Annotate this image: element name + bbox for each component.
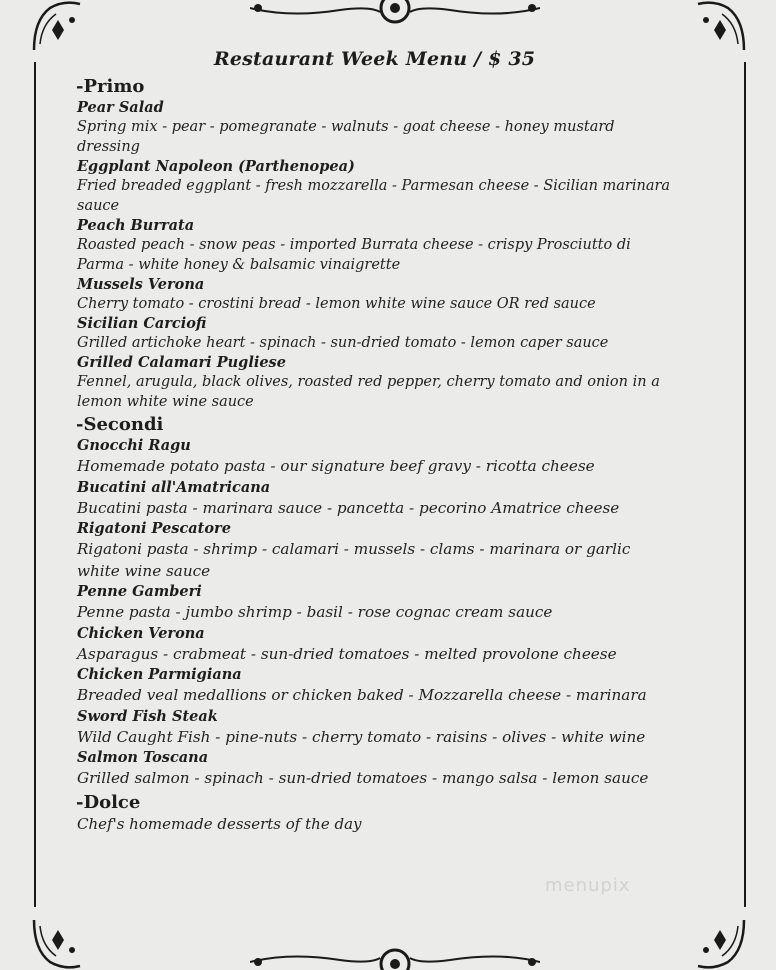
item-description: Wild Caught Fish - pine-nuts - cherry tomato - raisins - olives - white wine xyxy=(77,727,646,746)
right-border-line xyxy=(744,62,746,907)
item-name: Peach Burrata xyxy=(77,217,195,234)
item-name: Sword Fish Steak xyxy=(77,707,218,725)
corner-flourish-icon xyxy=(694,916,748,970)
menu-item xyxy=(77,478,677,520)
item-name: Mussels Verona xyxy=(77,276,205,293)
section-secondi xyxy=(77,414,677,790)
item-description: Bucatini pasta - marinara sauce - pancetta - pecorino Amatrice cheese xyxy=(77,498,620,517)
menu-item xyxy=(77,665,677,707)
item-name: Eggplant Napoleon (Parthenopea) xyxy=(77,158,355,175)
menu-item xyxy=(77,748,677,790)
item-description: Roasted peach - snow peas - imported Burrata cheese - crispy Prosciutto di Parma - white honey & balsamic vinaigrette xyxy=(77,237,631,273)
menu-item xyxy=(77,707,677,749)
menu-item xyxy=(77,353,677,412)
menu-item xyxy=(77,314,677,353)
menu-content xyxy=(77,48,677,834)
item-description: Spring mix - pear - pomegranate - walnuts - goat cheese - honey mustard dressing xyxy=(77,119,615,155)
menu-item xyxy=(77,157,677,216)
section-title: -Dolce xyxy=(76,791,141,813)
item-description: Chef's homemade desserts of the day xyxy=(77,814,362,833)
corner-flourish-icon xyxy=(30,0,84,54)
item-name: Rigatoni Pescatore xyxy=(77,520,231,537)
item-description: Cherry tomato - crostini bread - lemon white wine sauce OR red sauce xyxy=(77,296,596,312)
corner-flourish-icon xyxy=(694,0,748,54)
item-name: Salmon Toscana xyxy=(77,749,209,766)
section-title: -Primo xyxy=(76,76,145,97)
item-description: Grilled artichoke heart - spinach - sun-dried tomato - lemon caper sauce xyxy=(77,335,609,351)
menu-item xyxy=(77,98,677,157)
menu-item xyxy=(77,519,677,582)
menu-item xyxy=(77,624,677,666)
item-name: Grilled Calamari Pugliese xyxy=(77,354,286,371)
menu-item xyxy=(77,582,677,624)
item-description: Grilled salmon - spinach - sun-dried tomatoes - mango salsa - lemon sauce xyxy=(77,769,649,787)
item-description: Rigatoni pasta - shrimp - calamari - mussels - clams - marinara or garlic white wine sauce xyxy=(77,540,631,580)
watermark: menupix xyxy=(545,875,631,896)
menu-item xyxy=(77,436,677,478)
item-description: Homemade potato pasta - our signature beef gravy - ricotta cheese xyxy=(77,457,595,475)
item-name: Bucatini all'Amatricana xyxy=(77,478,271,496)
bottom-scroll-ornament-icon xyxy=(250,944,540,970)
corner-flourish-icon xyxy=(30,916,84,970)
menu-item xyxy=(77,216,677,275)
item-description: Fennel, arugula, black olives, roasted red pepper, cherry tomato and onion in a lemon white wine sauce xyxy=(77,374,660,410)
section-primo xyxy=(77,76,677,412)
item-name: Sicilian Carciofi xyxy=(77,315,207,332)
left-border-line xyxy=(34,62,36,907)
item-description: Penne pasta - jumbo shrimp - basil - rose cognac cream sauce xyxy=(77,603,553,621)
section-title: -Secondi xyxy=(76,414,164,435)
top-scroll-ornament-icon xyxy=(250,0,540,26)
menu-item xyxy=(77,275,677,314)
item-description: Asparagus - crabmeat - sun-dried tomatoes - melted provolone cheese xyxy=(77,644,617,663)
item-name: Pear Salad xyxy=(77,99,164,116)
item-description: Fried breaded eggplant - fresh mozzarella - Parmesan cheese - Sicilian marinara sauce xyxy=(77,178,671,214)
menu-item xyxy=(77,814,677,834)
item-name: Gnocchi Ragu xyxy=(77,437,191,454)
item-name: Chicken Parmigiana xyxy=(77,666,242,683)
item-name: Chicken Verona xyxy=(77,624,205,642)
section-dolce xyxy=(77,792,677,834)
item-name: Penne Gamberi xyxy=(77,583,202,600)
menu-title: Restaurant Week Menu / $ 35 xyxy=(213,48,536,70)
item-description: Breaded veal medallions or chicken baked - Mozzarella cheese - marinara xyxy=(77,686,647,704)
